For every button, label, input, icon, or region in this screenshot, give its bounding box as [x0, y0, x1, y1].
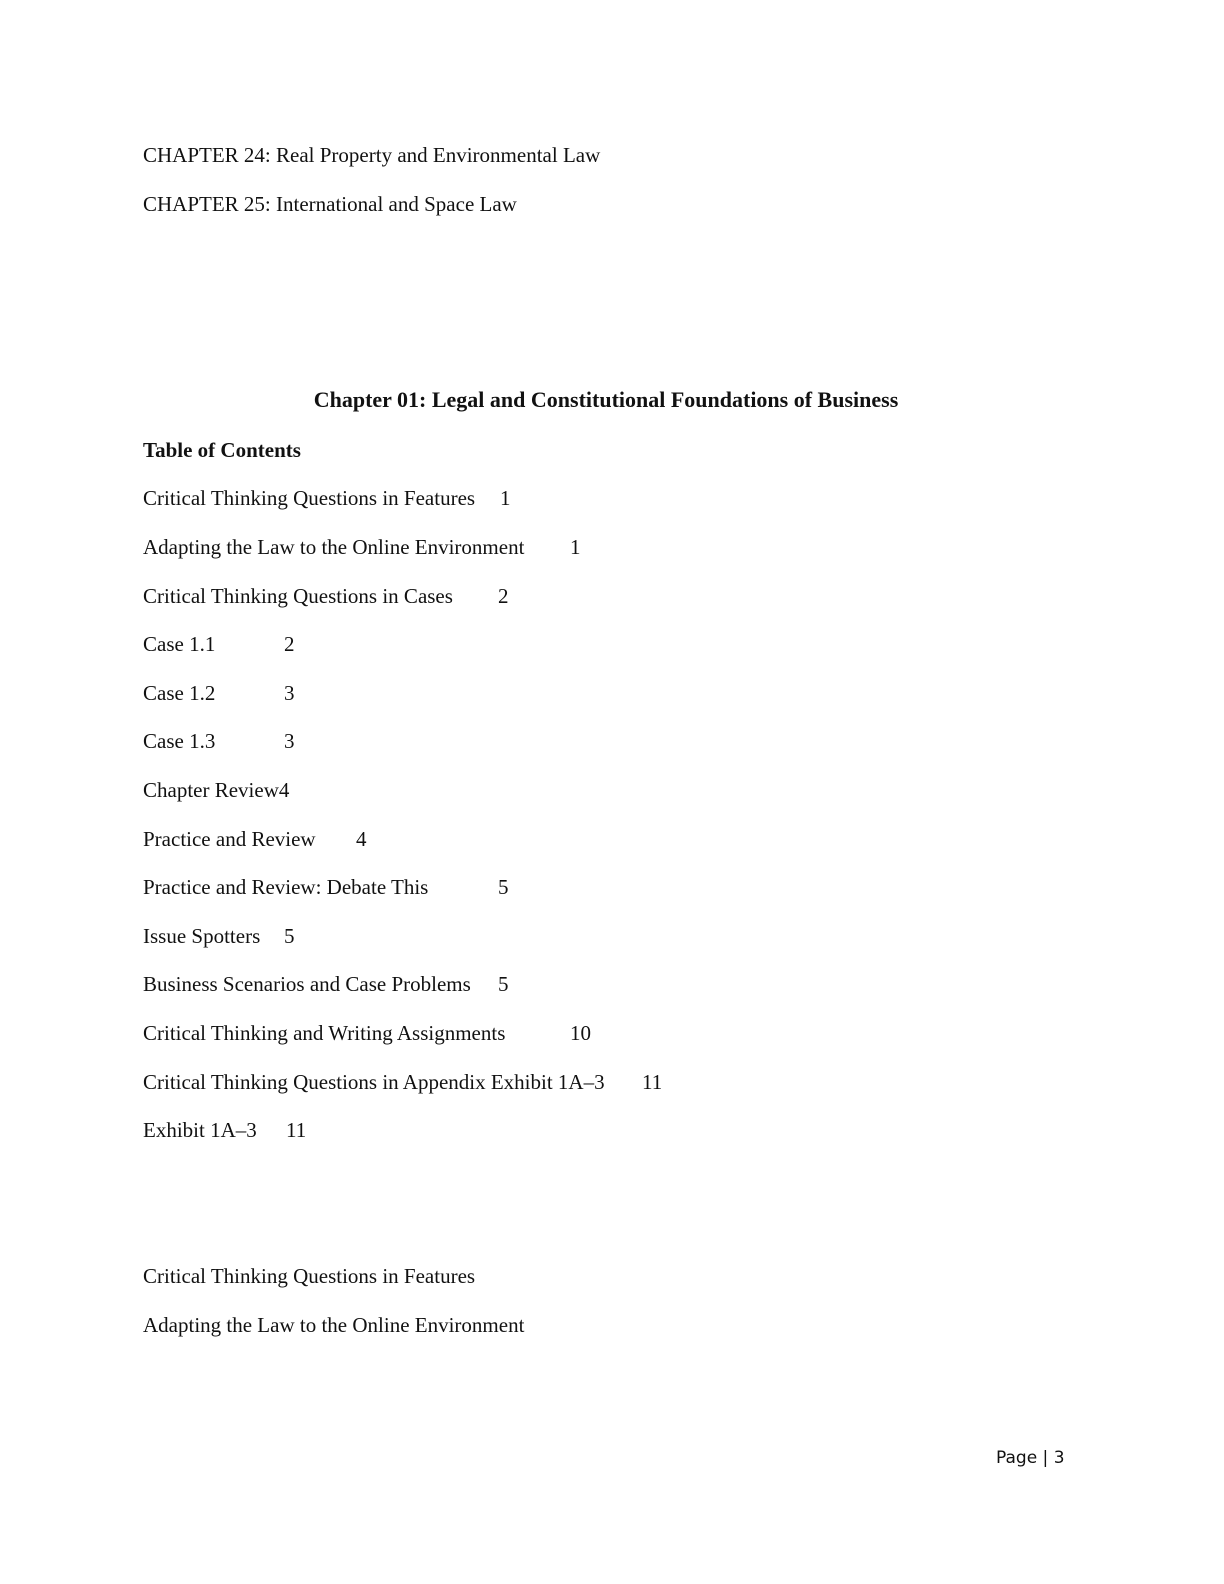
- toc-entry: [143, 535, 581, 559]
- toc-entry-title: Critical Thinking and Writing Assignments: [143, 1021, 506, 1045]
- toc-entry-title: Practice and Review: Debate This: [143, 875, 429, 899]
- toc-entry-title: Practice and Review: [143, 827, 316, 851]
- section-heading: Critical Thinking Questions in Features: [143, 1264, 476, 1288]
- toc-entry-page: 5: [498, 875, 509, 899]
- toc-entry: [143, 729, 295, 753]
- page-footer: Page | 3: [996, 1448, 1065, 1468]
- toc-heading: Table of Contents: [143, 438, 301, 462]
- toc-entry: [143, 875, 509, 899]
- toc-entry-title: Case 1.2: [143, 681, 216, 705]
- toc-entry-title: Critical Thinking Questions in Cases: [143, 584, 453, 608]
- chapter-list-item: CHAPTER 25: International and Space Law: [143, 192, 517, 216]
- toc-entry-page: 3: [284, 729, 295, 753]
- toc-entry-page: 4: [356, 827, 367, 851]
- toc-entry-page: 4: [278, 778, 290, 802]
- toc-entry-title: Case 1.3: [143, 729, 216, 753]
- toc-entry-title: Exhibit 1A–3: [143, 1118, 257, 1142]
- toc-entry: [143, 778, 289, 802]
- toc-entry: [143, 486, 511, 510]
- toc-entry-page: 10: [570, 1021, 591, 1045]
- toc-entry: [143, 632, 295, 656]
- toc-entry-title: Business Scenarios and Case Problems: [143, 972, 471, 996]
- toc-entry-title: Issue Spotters: [143, 924, 261, 948]
- toc-entry-title: Critical Thinking Questions in Features: [143, 486, 476, 510]
- toc-entry-page: 3: [284, 681, 295, 705]
- toc-entry-title: Adapting the Law to the Online Environment: [143, 535, 525, 559]
- toc-entry-page: 1: [500, 486, 511, 510]
- toc-entry-page: 2: [284, 632, 295, 656]
- toc-entry-title: Chapter Review: [143, 778, 279, 802]
- toc-entry-page: 2: [498, 584, 509, 608]
- toc-entry-page: 5: [498, 972, 509, 996]
- toc-entry-page: 5: [284, 924, 295, 948]
- toc-entry: [143, 924, 295, 948]
- toc-entry: [143, 1021, 591, 1045]
- toc-entry-page: 11: [642, 1070, 663, 1094]
- chapter-title: Chapter 01: Legal and Constitutional Foundations of Business: [313, 387, 899, 412]
- toc-entry: [143, 1070, 663, 1094]
- toc-entry-page: 1: [570, 535, 581, 559]
- toc-entry: [143, 584, 509, 608]
- toc-entry-page: 11: [286, 1118, 307, 1142]
- chapter-list-item: CHAPTER 24: Real Property and Environmental Law: [143, 143, 601, 167]
- toc-entry: [143, 972, 509, 996]
- toc-entry-title: Critical Thinking Questions in Appendix Exhibit 1A–3: [143, 1070, 605, 1094]
- toc-entry: [143, 681, 295, 705]
- section-heading: Adapting the Law to the Online Environment: [143, 1313, 525, 1337]
- toc-entry-title: Case 1.1: [143, 632, 216, 656]
- toc-entry: [143, 827, 367, 851]
- toc-entry: [143, 1118, 307, 1142]
